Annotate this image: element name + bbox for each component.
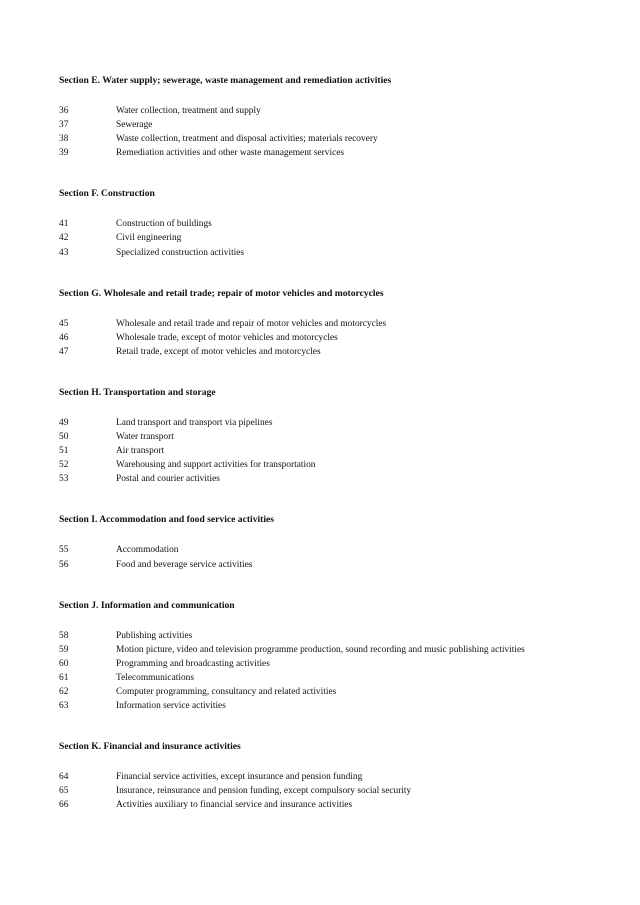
item-code: 63 [59, 701, 69, 712]
list-item [59, 444, 619, 458]
item-code: 65 [59, 786, 69, 797]
item-code: 56 [59, 559, 69, 570]
list-item [59, 699, 619, 713]
item-code: 58 [59, 630, 69, 641]
section-title: Section G. Wholesale and retail trade; repair of motor vehicles and motorcycles [59, 287, 384, 299]
section-i [59, 514, 619, 571]
item-description: Insurance, reinsurance and pension funding, except compulsory social security [116, 786, 412, 797]
item-description: Water collection, treatment and supply [116, 106, 261, 116]
section-title: Section E. Water supply; sewerage, waste management and remediation activities [59, 75, 392, 86]
item-description: Financial service activities, except insurance and pension funding [116, 772, 363, 783]
item-code: 52 [59, 460, 69, 471]
section-title: Section I. Accommodation and food service activities [59, 514, 275, 526]
item-code: 59 [59, 644, 69, 655]
list-item [59, 784, 619, 798]
item-description: Air transport [116, 446, 165, 457]
item-code: 45 [59, 318, 69, 329]
item-description: Telecommunications [116, 672, 194, 683]
item-description: Information service activities [116, 701, 226, 712]
list-item [59, 331, 619, 345]
list-item [59, 770, 619, 784]
list-item [59, 798, 619, 812]
item-description: Land transport and transport via pipelines [116, 417, 273, 428]
item-description: Wholesale and retail trade and repair of motor vehicles and motorcycles [116, 318, 387, 329]
item-description: Sewerage [116, 120, 153, 131]
list-item [59, 458, 619, 472]
section-g [59, 288, 619, 359]
section-h [59, 387, 619, 486]
item-description: Publishing activities [116, 630, 193, 641]
section-e [59, 75, 619, 160]
list-item [59, 671, 619, 685]
section-title: Section F. Construction [59, 188, 155, 200]
item-code: 53 [59, 474, 69, 485]
list-item [59, 231, 619, 245]
item-code: 55 [59, 545, 69, 556]
item-description: Food and beverage service activities [116, 559, 253, 570]
section-title: Section J. Information and communication [59, 599, 235, 611]
list-item [59, 657, 619, 671]
item-code: 51 [59, 446, 69, 457]
item-code: 39 [59, 148, 69, 159]
item-description: Warehousing and support activities for transportation [116, 460, 316, 471]
list-item [59, 132, 619, 146]
item-description: Retail trade, except of motor vehicles and motorcycles [116, 346, 321, 357]
item-code: 46 [59, 332, 69, 343]
item-code: 37 [59, 120, 69, 131]
item-description: Wholesale trade, except of motor vehicles and motorcycles [116, 332, 338, 343]
section-k [59, 741, 619, 812]
list-item [59, 345, 619, 359]
item-code: 36 [59, 106, 69, 116]
list-item [59, 543, 619, 557]
item-description: Remediation activities and other waste management services [116, 148, 345, 159]
section-rows [59, 543, 619, 571]
item-description: Programming and broadcasting activities [116, 658, 270, 669]
list-item [59, 416, 619, 430]
list-item [59, 246, 619, 260]
item-code: 62 [59, 686, 69, 697]
list-item [59, 558, 619, 572]
item-code: 60 [59, 658, 69, 669]
item-code: 61 [59, 672, 69, 683]
item-description: Motion picture, video and television programme production, sound recording and music publishing activities [116, 644, 525, 655]
item-code: 38 [59, 134, 69, 145]
item-code: 43 [59, 247, 69, 258]
section-title: Section K. Financial and insurance activities [59, 741, 241, 753]
list-item [59, 146, 619, 160]
item-description: Accommodation [116, 545, 179, 556]
section-rows [59, 629, 619, 714]
item-description: Civil engineering [116, 233, 182, 244]
list-item [59, 430, 619, 444]
section-title: Section H. Transportation and storage [59, 386, 216, 398]
item-description: Water transport [116, 432, 174, 443]
item-description: Postal and courier activities [116, 474, 220, 485]
item-code: 42 [59, 233, 69, 244]
section-rows [59, 317, 619, 359]
item-description: Waste collection, treatment and disposal activities; materials recovery [116, 134, 378, 145]
item-description: Computer programming, consultancy and related activities [116, 686, 337, 697]
list-item [59, 643, 619, 657]
section-f [59, 188, 619, 259]
section-rows [59, 217, 619, 259]
list-item [59, 217, 619, 231]
section-j [59, 600, 619, 714]
section-rows [59, 104, 619, 160]
item-code: 50 [59, 432, 69, 443]
item-code: 66 [59, 800, 69, 811]
item-code: 49 [59, 417, 69, 428]
item-description: Specialized construction activities [116, 247, 245, 258]
list-item [59, 317, 619, 331]
list-item [59, 629, 619, 643]
list-item [59, 472, 619, 486]
section-rows [59, 416, 619, 486]
document-body [59, 75, 619, 840]
list-item [59, 685, 619, 699]
list-item [59, 104, 619, 118]
section-rows [59, 770, 619, 812]
item-description: Activities auxiliary to financial service and insurance activities [116, 800, 353, 811]
list-item [59, 118, 619, 132]
item-code: 47 [59, 346, 69, 357]
item-code: 41 [59, 219, 69, 230]
item-code: 64 [59, 772, 69, 783]
item-description: Construction of buildings [116, 219, 212, 230]
